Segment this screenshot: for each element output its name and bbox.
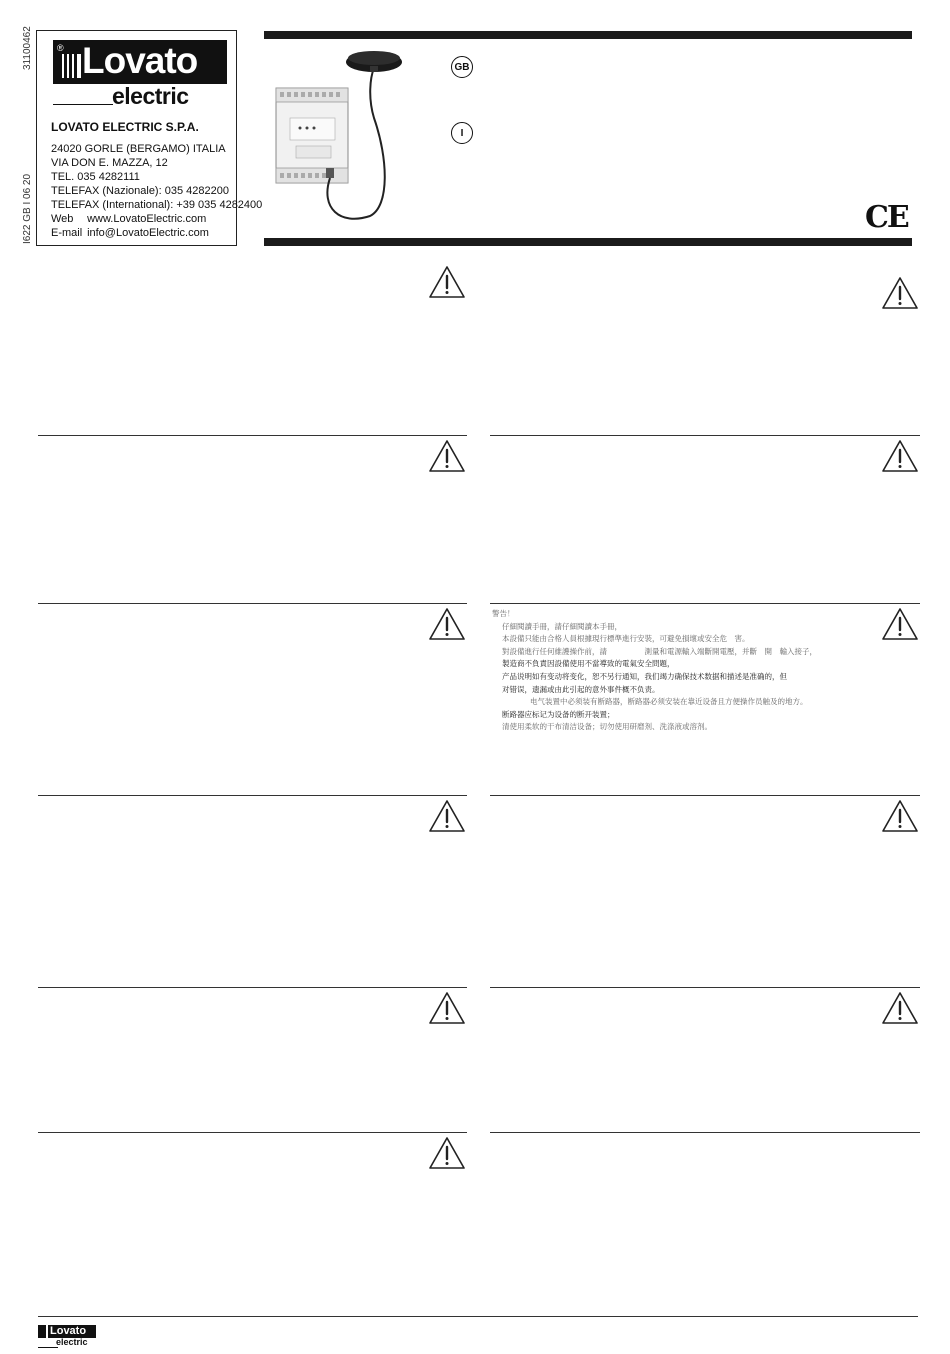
warning-icon (428, 799, 466, 833)
chinese-line: 製造商不負責因設備使用不當導致的電氣安全問題， (502, 659, 675, 669)
document-code-top: 31100462 (22, 26, 33, 70)
chinese-line: 对错误，遗漏或由此引起的意外事件概不负责。 (502, 684, 660, 694)
chinese-line: 本設備只能由合格人員根據現行標準進行安裝，可避免損壞或安全危 害。 (502, 634, 750, 644)
warning-icon (428, 991, 466, 1025)
chinese-warning-text (492, 608, 817, 734)
warning-icon (428, 439, 466, 473)
footer-logo-sub: electric (56, 1337, 88, 1347)
section-divider (38, 795, 467, 796)
language-it-icon: I (451, 122, 473, 144)
section-divider (490, 603, 920, 604)
section-divider (38, 603, 467, 604)
header-bottom-bar (264, 238, 912, 246)
section-divider (38, 1132, 467, 1133)
footer-rule (38, 1316, 918, 1317)
section-divider (490, 435, 920, 436)
fax-international-line: TELEFAX (International): +39 035 4282400 (51, 199, 263, 211)
chinese-line: 對設備進行任何維護操作前，請 測量和電源輸入端斷開電壓，并斷 開 輸入接子， (502, 646, 817, 656)
company-name: LOVATO ELECTRIC S.P.A. (51, 120, 199, 134)
section-divider (38, 987, 467, 988)
section-divider (490, 987, 920, 988)
document-code-bottom: I622 GB I 06 20 (22, 173, 33, 244)
fax-national-line: TELEFAX (Nazionale): 035 4282200 (51, 185, 229, 197)
footer-logo: Lovato (38, 1325, 96, 1338)
warning-icon (428, 607, 466, 641)
chinese-line: 清使用柔软的干布清洁设备；切勿使用研磨剂、洗涤液或溶剂。 (502, 722, 712, 732)
logo-bars-icon (60, 54, 82, 78)
chinese-line: 产品说明如有变动将变化，恕不另行通知，我们竭力确保技术数据和描述是准确的，但 (502, 671, 787, 681)
address-line: VIA DON E. MAZZA, 12 (51, 157, 168, 169)
warning-icon (881, 276, 919, 310)
registered-mark: ® (57, 43, 64, 53)
product-illustration (270, 48, 440, 228)
address-line: 24020 GORLE (BERGAMO) ITALIA (51, 143, 226, 155)
warning-icon (881, 439, 919, 473)
ce-mark: CE (865, 200, 908, 235)
logo-brand: Lovato (82, 40, 198, 81)
logo-sub: electric (112, 83, 189, 109)
warning-icon (881, 991, 919, 1025)
warning-icon (881, 799, 919, 833)
logo-rule (53, 104, 113, 105)
language-gb-icon: GB (451, 56, 473, 78)
warning-icon (428, 1136, 466, 1170)
warning-icon (428, 265, 466, 299)
email-link[interactable]: info@LovatoElectric.com (87, 227, 209, 239)
warning-icon (881, 607, 919, 641)
web-link[interactable]: www.LovatoElectric.com (87, 213, 207, 225)
chinese-line: 仔細閱讀手冊，請仔細閱讀本手冊， (502, 621, 622, 631)
footer-logo-rule (38, 1347, 58, 1348)
section-divider (38, 435, 467, 436)
section-divider (490, 1132, 920, 1133)
chinese-line: 断路器应标记为设备的断开装置； (502, 709, 615, 719)
chinese-line: 电气装置中必须装有断路器，断路器必须安装在靠近设备且方便操作员触及的地方。 (530, 697, 808, 707)
email-line: E-mail info@LovatoElectric.com (51, 227, 209, 239)
section-divider (490, 795, 920, 796)
chinese-line: 警告！ (492, 609, 515, 618)
phone-line: TEL. 035 4282111 (51, 171, 140, 183)
header-top-bar (264, 31, 912, 39)
web-line: Web www.LovatoElectric.com (51, 213, 207, 225)
